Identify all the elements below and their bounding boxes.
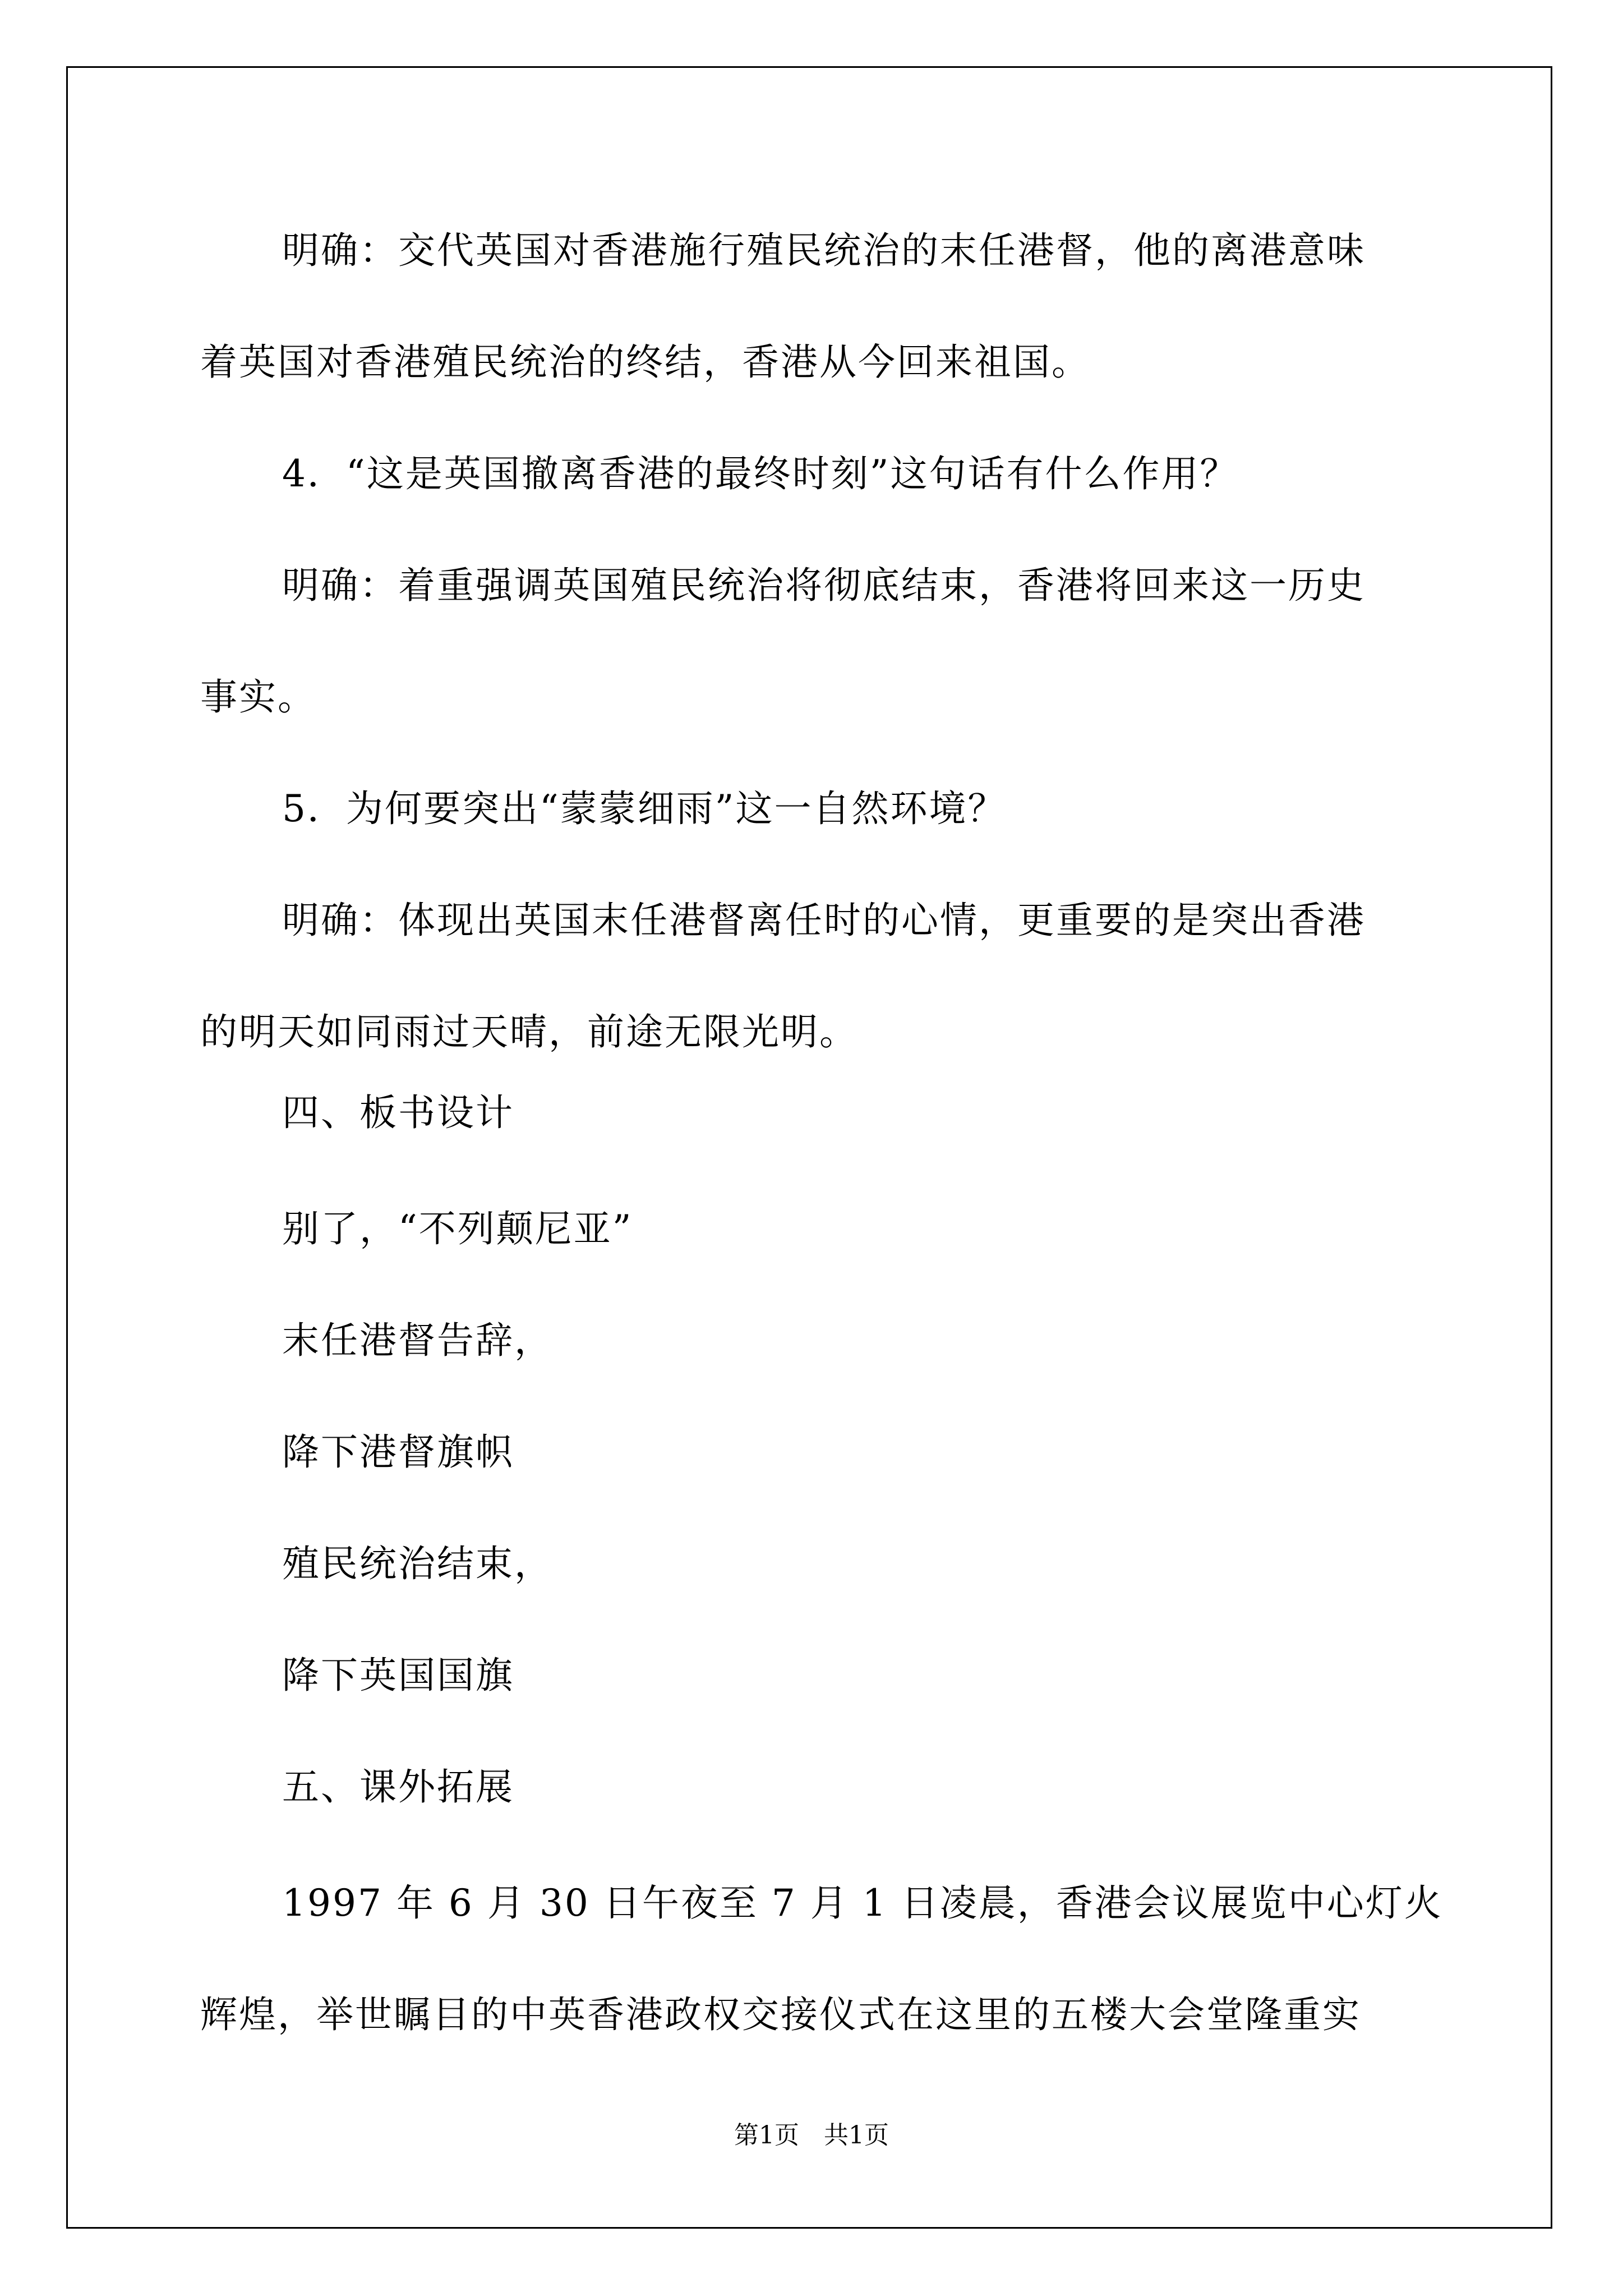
board-line: 降下港督旗帜 [282, 1430, 514, 1474]
page-footer: 第1页 共1页 [734, 2121, 889, 2150]
board-line: 殖民统治结束， [282, 1542, 553, 1585]
section-heading: 四、板书设计 [282, 1091, 514, 1134]
paragraph-line: 1997 年 6 月 30 日午夜至 7 月 1 日凌晨，香港会议展览中心灯火 [282, 1881, 1443, 1925]
board-line: 别了，“不列颠尼亚” [282, 1207, 633, 1250]
paragraph-line: 5．为何要突出“蒙蒙细雨”这一自然环境？ [282, 787, 1007, 830]
section-heading: 五、课外拓展 [282, 1765, 514, 1809]
paragraph-line: 明确：着重强调英国殖民统治将彻底结束，香港将回来这一历史 [282, 564, 1366, 607]
board-line: 末任港督告辞， [282, 1319, 553, 1362]
paragraph-line: 明确：交代英国对香港施行殖民统治的末任港督，他的离港意味 [282, 229, 1366, 272]
board-line: 降下英国国旗 [282, 1654, 514, 1697]
paragraph-line: 辉煌，举世瞩目的中英香港政权交接仪式在这里的五楼大会堂隆重实 [200, 1993, 1361, 2036]
paragraph-line: 着英国对香港殖民统治的终结，香港从今回来祖国。 [200, 341, 1090, 384]
paragraph-line: 4．“这是英国撤离香港的最终时刻”这句话有什么作用？ [282, 452, 1239, 495]
paragraph-line: 明确：体现出英国末任港督离任时的心情，更重要的是突出香港 [282, 899, 1366, 942]
paragraph-line: 的明天如同雨过天晴，前途无限光明。 [200, 1010, 858, 1053]
paragraph-line: 事实。 [200, 675, 316, 719]
